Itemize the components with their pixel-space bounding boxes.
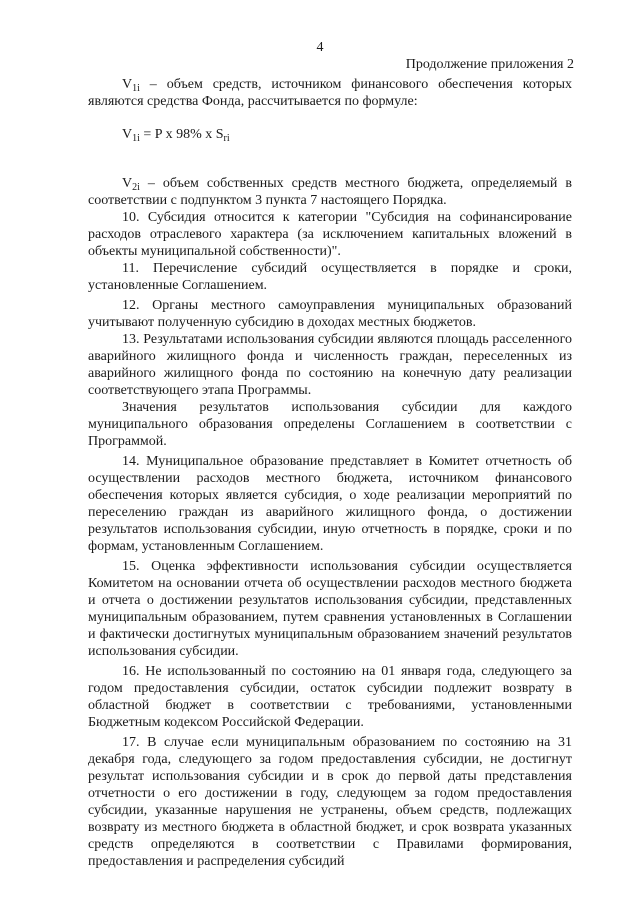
document-body — [88, 76, 572, 870]
paragraph-13-results: Значения результатов использования субсидии для каждого муниципального образования определены Соглашением в соответствии с Программой. — [88, 400, 572, 449]
variable-v1: $V_{1i}$ — [122, 77, 140, 94]
paragraph-12: 12. Органы местного самоуправления муниципальных образований учитывают полученную субсидию в доходах местных бюджетов. — [88, 298, 572, 330]
paragraph-14: 14. Муниципальное образование представляет в Комитет отчетность об осуществлении расходов местного бюджета, источником финансового обеспечения которых является субсидия, о ходе реализации мероприятий по переселению граждан из аварийного жилищного фонда, о достижении результатов использования субсидии, иную отчетность в порядке, сроки и по формам, установленным Соглашением. — [88, 454, 572, 554]
paragraph-v2-definition: $V_{2i}$ – объем собственных средств местного бюджета, определяемый в соответствии с подпунктом 3 пункта 7 настоящего Порядка. — [88, 176, 572, 208]
paragraph-11: 11. Перечисление субсидий осуществляется в порядке и сроки, установленные Соглашением. — [88, 261, 572, 293]
paragraph-16: 16. Не использованный по состоянию на 01 января года, следующего за годом предоставления субсидии, остаток субсидии подлежит возврату в областной бюджет в соответствии с требованиями, установленными Бюджетным кодексом Российской Федерации. — [88, 664, 572, 730]
appendix-continuation-note: Продолжение приложения 2 — [405, 57, 574, 72]
paragraph-v1-definition: $V_{1i}$ – объем средств, источником финансового обеспечения которых являются средства Фонда, рассчитывается по формуле: — [88, 77, 572, 109]
paragraph-10: 10. Субсидия относится к категории "Субсидия на софинансирование расходов отраслевого характера (за исключением капитальных вложений в объекты муниципальной собственности)". — [88, 210, 572, 259]
formula-v1: $V_{1i} = P$ x 98% x $S_{ri}$ — [122, 127, 230, 144]
paragraph-17: 17. В случае если муниципальным образованием по состоянию на 31 декабря года, следующего за годом предоставления субсидии, не достигнут результат использования субсидии и в срок до первой даты представления отчетности о его достижении в году, следующем за годом предоставления субсидии, указанные нарушения не устранены, объем средств, подлежащих возврату из местного бюджета в областной бюджет, и срок возврата указанных средств определяются в соответствии с Правилами формирования, предоставления и распределения субсидий — [88, 735, 572, 869]
paragraph-15: 15. Оценка эффективности использования субсидии осуществляется Комитетом на основании отчета об осуществлении расходов местного бюджета и отчета о достижении результатов использования субсидии, представленных муниципальным образованием, путем сравнения установленных в Соглашении и фактически достигнутых муниципальным образованием значений результатов использования субсидии. — [88, 559, 572, 659]
variable-v2: $V_{2i}$ — [122, 176, 140, 193]
page-number: 4 — [316, 40, 324, 55]
paragraph-13: 13. Результатами использования субсидии являются площадь расселенного аварийного жилищного фонда и численность граждан, переселенных из аварийного жилищного фонда по состоянию на конечную дату реализации соответствующего этапа Программы. — [88, 332, 572, 398]
